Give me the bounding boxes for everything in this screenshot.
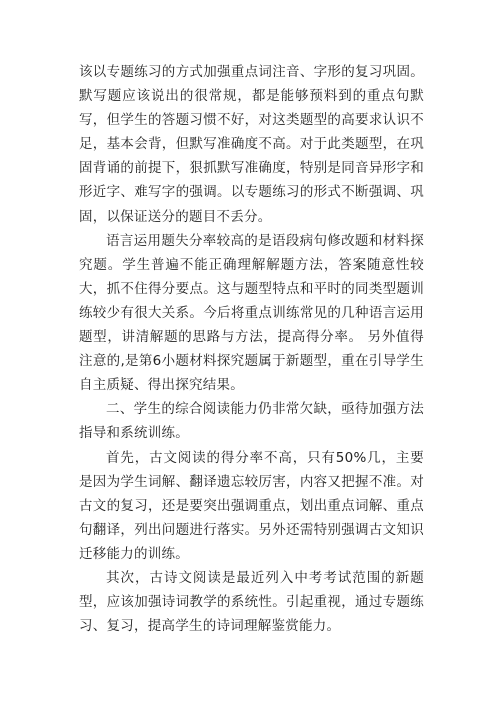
paragraph-language-usage: 语言运用题失分率较高的是语段病句修改题和材料探究题。学生普遍不能正确理解解题方法，答案随意性较大，抓不住得分要点。这与题型特点和平时的同类型题训练较少有很大关系。今后将重点训练常见的几种语言运用题型，讲清解题的思路与方法，提高得分率。 另外值得注意的,是第6小题材料探究题属于新题型，重在引导学生自主质疑、得出探究结果。	[79, 232, 424, 394]
paragraph-section-heading-reading: 二、学生的综合阅读能力仍非常欠缺，亟待加强方法指导和系统训练。	[79, 401, 424, 442]
paragraph-classical-chinese: 首先，古文阅读的得分率不高，只有50%几，主要是因为学生词解、翻译遗忘较厉害，内容又把握不准。对古文的复习，还是要突出强调重点，划出重点词解、重点句翻译，列出问题进行落实。另外还需特别强调古文知识迁移能力的训练。	[79, 449, 424, 562]
paragraph-ancient-poetry: 其次，古诗文阅读是最近列入中考考试范围的新题型，应该加强诗词教学的系统性。引起重视，通过专题练习、复习，提高学生的诗词理解鉴赏能力。	[79, 569, 424, 635]
document-body	[79, 60, 424, 638]
paragraph-memorization-review: 该以专题练习的方式加强重点词注音、字形的复习巩固。默写题应该说出的很常规，都是能够预料到的重点句默写，但学生的答题习惯不好，对这类题型的高要求认识不足，基本会背，但默写准确度不高。对于此类题型，在巩固背诵的前提下，狠抓默写准确度，特别是同音异形字和形近字、难写字的强调。以专题练习的形式不断强调、巩固，以保证送分的题目不丢分。	[79, 64, 424, 225]
